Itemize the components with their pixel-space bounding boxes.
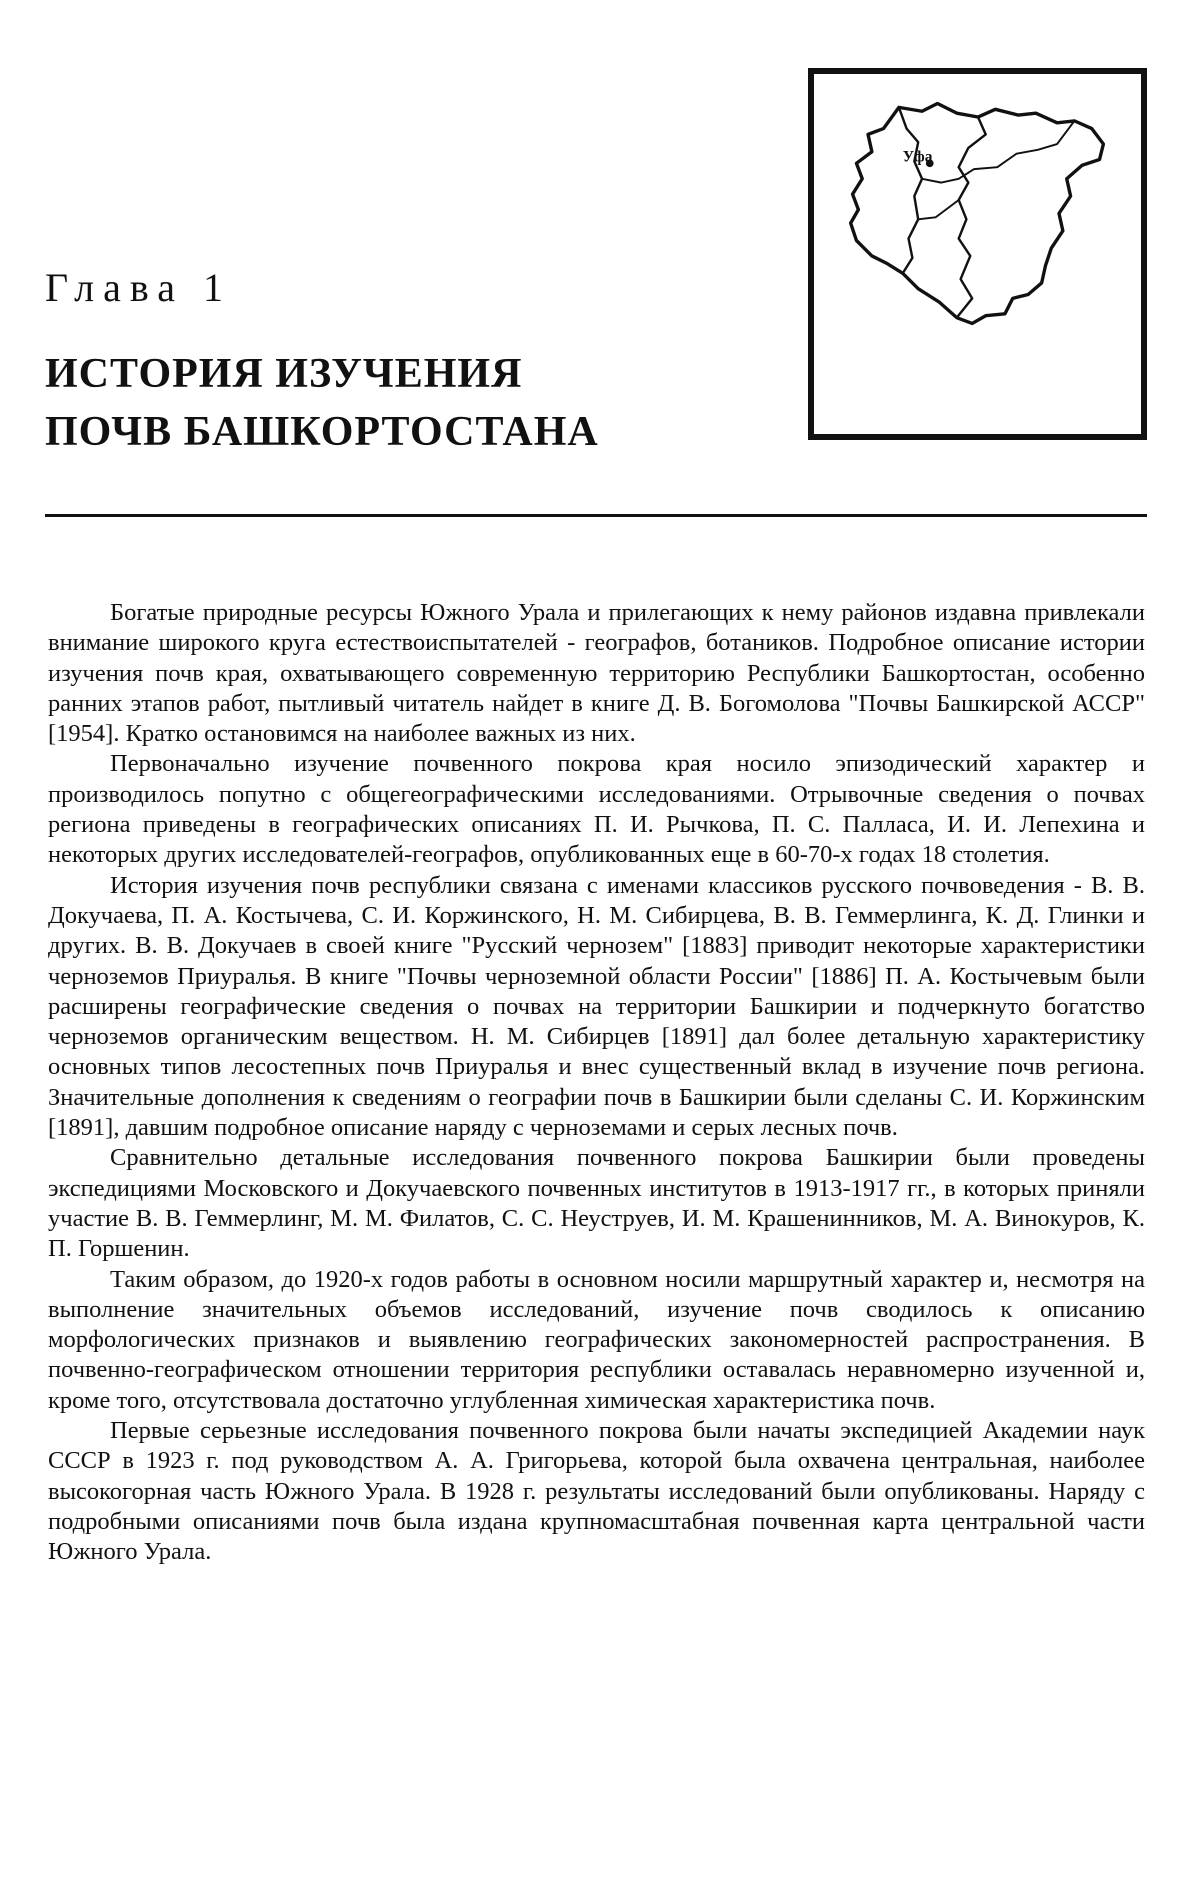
paragraph: Сравнительно детальные исследования почвенного покрова Башкирии были проведены экспедициями Московского и Докучаевского почвенных институтов в 1913-1917 гг., в которых приняли участие В. В. Геммерлинг, М. М. Филатов, С. С. Неуструев, И. М. Крашенинников, М. А. Винокуров, К. П. Горшенин. [48,1144,1145,1263]
paragraph: Первые серьезные исследования почвенного покрова были начаты экспедицией Академии наук СССР в 1923 г. под руководством А. А. Григорьева, которой была охвачена центральная, наиболее высокогорная часть Южного Урала. В 1928 г. результаты исследований были опубликованы. Наряду с подробными описаниями почв была издана крупномасштабная почвенная карта центральной части Южного Урала. [48,1417,1145,1566]
city-label: Уфа [902,148,933,166]
internal-boundary-east [957,117,986,318]
chapter-title [45,345,599,461]
internal-boundary-river [922,121,1074,183]
chapter-divider [45,514,1147,517]
paragraph: Первоначально изучение почвенного покрова края носило эпизодический характер и производилось попутно с общегеографическими исследованиями. Отрывочные сведения о почвах региона приведены в географических описаниях П. И. Рычкова, П. С. Палласа, И. И. Лепехина и некоторых других исследователей-географов, опубликованных еще в 60-70-х годах 18 столетия. [48,750,1145,869]
chapter-label: Глава 1 [45,265,232,310]
paragraph: Таким образом, до 1920-х годов работы в основном носили маршрутный характер и, несмотря на выполнение значительных объемов исследований, изучение почв сводилось к описанию морфологических признаков и выявлению географических закономерностей распространения. В почвенно-географическом отношении территория республики оставалась неравномерно изученной и, кроме того, отсутствовала достаточно углубленная химическая характеристика почв. [48,1265,1145,1414]
chapter-title-line-1: ИСТОРИЯ ИЗУЧЕНИЯ [45,351,523,397]
paragraph: История изучения почв республики связана с именами классиков русского почвоведения - В. В. Докучаева, П. А. Костычева, С. И. Коржинского, Н. М. Сибирцева, В. В. Геммерлинга, К. Д. Глинки и других. В. В. Докучаев в своей книге "Русский чернозем" [1883] приводит некоторые характеристики черноземов Приуралья. В книге "Почвы черноземной области России" [1886] П. А. Костычевым были расширены географические сведения о почвах на территории Башкирии и подчеркнуто богатство черноземов органическим веществом. Н. М. Сибирцев [1891] дал более детальную характеристику основных типов лесостепных почв Приуралья и внес существенный вклад в изучение почв региона. Значительные дополнения к сведениям о географии почв в Башкирии были сделаны С. И. Коржинским [1891], давшим подробное описание наряду с черноземами и серых лесных почв. [48,871,1145,1142]
region-outline [851,104,1104,324]
region-map-figure [808,68,1147,440]
chapter-body [48,598,1145,1568]
internal-boundary-south [918,200,959,219]
bashkortostan-map [814,74,1141,434]
chapter-title-line-2: ПОЧВ БАШКОРТОСТАНА [45,409,599,455]
paragraph: Богатые природные ресурсы Южного Урала и прилегающих к нему районов издавна привлекали внимание широкого круга естествоиспытателей - географов, ботаников. Подробное описание истории изучения почв края, охватывающего современную территорию Республики Башкортостан, особенно ранних этапов работ, пытливый читатель найдет в книге Д. В. Богомолова "Почвы Башкирской АССР" [1954]. Кратко остановимся на наиболее важных из них. [48,599,1145,748]
internal-boundary-west [899,107,922,273]
